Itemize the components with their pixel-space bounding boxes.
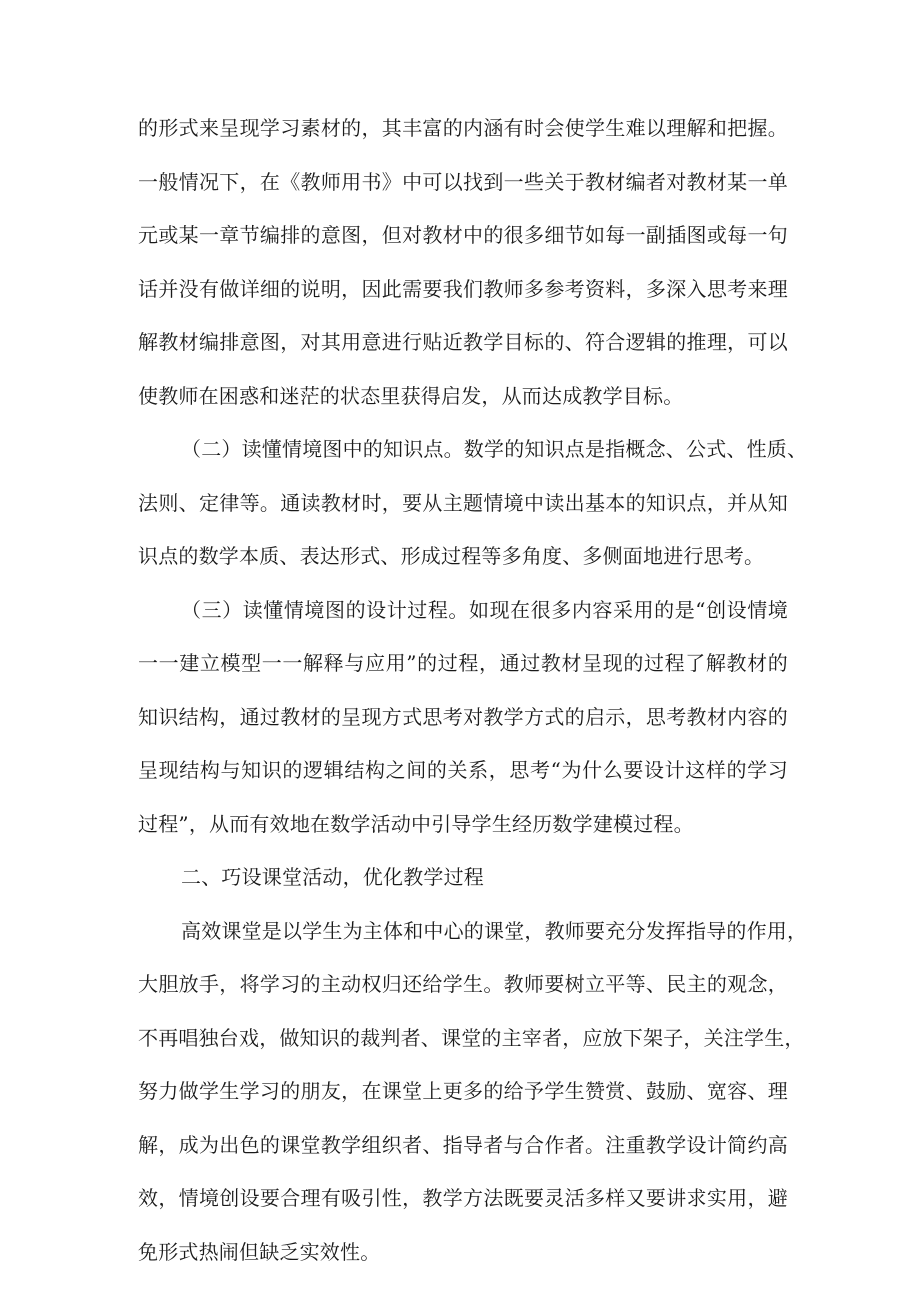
section-heading: 二、巧设课堂活动，优化教学过程: [181, 865, 484, 889]
paragraph-4-line-2: 大胆放手，将学习的主动权归还给学生。教师要树立平等、民主的观念，: [138, 972, 788, 996]
paragraph-3-line-5: 过程”，从而有效地在数学活动中引导学生经历数学建模过程。: [138, 812, 694, 836]
paragraph-1-line-5: 解教材编排意图，对其用意进行贴近教学目标的、符合逻辑的推理，可以: [138, 330, 788, 354]
paragraph-4-line-4: 努力做学生学习的朋友，在课堂上更多的给予学生赞赏、鼓励、宽容、理: [138, 1079, 788, 1103]
paragraph-1-line-4: 话并没有做详细的说明，因此需要我们教师多参考资料，多深入思考来理: [138, 277, 788, 301]
paragraph-4-line-7: 免形式热闹但缺乏实效性。: [138, 1240, 381, 1264]
paragraph-2-line-1: （二）读懂情境图中的知识点。数学的知识点是指概念、公式、性质、: [181, 437, 808, 461]
paragraph-1-line-1: 的形式来呈现学习素材的，其丰富的内涵有时会使学生难以理解和把握。: [138, 116, 788, 140]
paragraph-1-line-6: 使教师在困惑和迷茫的状态里获得启发，从而达成教学目标。: [138, 384, 684, 408]
paragraph-4-line-6: 效，情境创设要合理有吸引性，教学方法既要灵活多样又要讲求实用，避: [138, 1186, 788, 1210]
paragraph-1-line-2: 一般情况下，在《教师用书》中可以找到一些关于教材编者对教材某一单: [138, 170, 788, 194]
paragraph-2-line-3: 识点的数学本质、表达形式、形成过程等多角度、多侧面地进行思考。: [138, 544, 765, 568]
paragraph-3-line-4: 呈现结构与知识的逻辑结构之间的关系，思考“为什么要设计这样的学习: [138, 758, 788, 782]
paragraph-3-line-2: 一一建立模型一一解释与应用”的过程，通过教材呈现的过程了解教材的: [138, 651, 788, 675]
paragraph-1-line-3: 元或某一章节编排的意图，但对教材中的很多细节如每一副插图或每一句: [138, 223, 788, 247]
paragraph-3-line-1: （三）读懂情境图的设计过程。如现在很多内容采用的是“创设情境: [181, 598, 788, 622]
paragraph-3-line-3: 知识结构，通过教材的呈现方式思考对教学方式的启示，思考教材内容的: [138, 705, 788, 729]
paragraph-4-line-3: 不再唱独台戏，做知识的裁判者、课堂的主宰者，应放下架子，关注学生，: [138, 1026, 805, 1050]
paragraph-4-line-5: 解，成为出色的课堂教学组织者、指导者与合作者。注重教学设计简约高: [138, 1133, 788, 1157]
paragraph-4-line-1: 高效课堂是以学生为主体和中心的课堂，教师要充分发挥指导的作用，: [181, 919, 808, 943]
paragraph-2-line-2: 法则、定律等。通读教材时，要从主题情境中读出基本的知识点，并从知: [138, 491, 788, 515]
